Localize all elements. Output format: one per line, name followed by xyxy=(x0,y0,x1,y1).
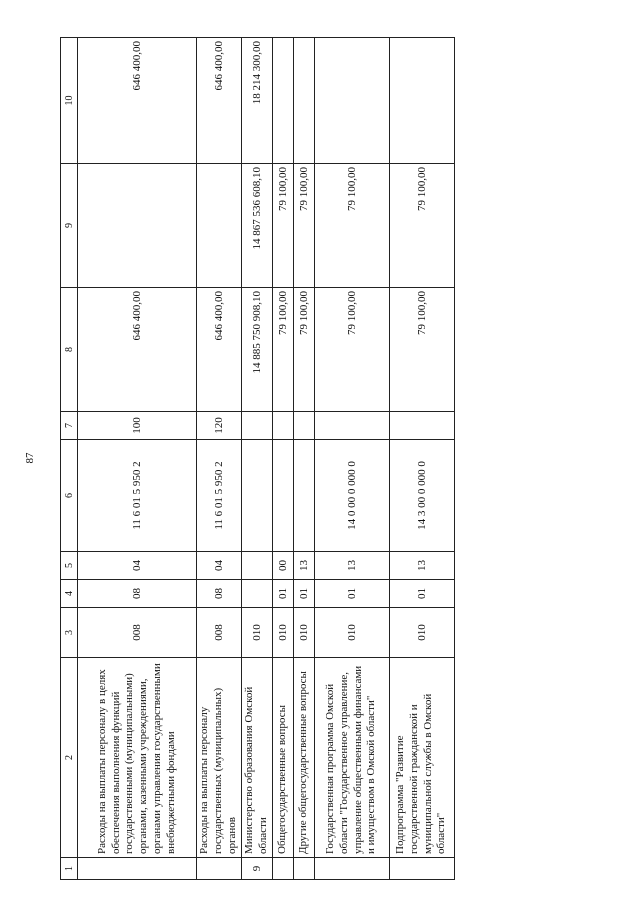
col-header: 7 xyxy=(61,412,78,440)
cell-own-funds xyxy=(78,164,197,288)
cell-subsection: 04 xyxy=(78,552,197,580)
col-header: 4 xyxy=(61,580,78,608)
cell-ministry-code: 008 xyxy=(78,608,197,658)
cell-own-funds xyxy=(197,164,242,288)
row-name: Другие общегосударственные вопросы xyxy=(293,658,314,858)
cell-target-article: 14 3 00 0 000 0 xyxy=(389,440,454,552)
col-header: 9 xyxy=(61,164,78,288)
cell-section: 01 xyxy=(293,580,314,608)
table-row xyxy=(272,38,293,880)
row-name: Расходы на выплаты персоналу в целях обеспечения выполнения функций государственными (муниципальными) органами, казенными учреждениями, органами управления государственными внебюджетными фондами xyxy=(78,658,197,858)
row-number xyxy=(314,858,389,880)
row-number xyxy=(78,858,197,880)
cell-target-article xyxy=(272,440,293,552)
cell-grants xyxy=(272,38,293,164)
cell-ministry-code: 010 xyxy=(389,608,454,658)
cell-ministry-code: 010 xyxy=(314,608,389,658)
cell-grants xyxy=(389,38,454,164)
row-name: Расходы на выплаты персоналу государственных (муниципальных) органов xyxy=(197,658,242,858)
cell-target-article xyxy=(293,440,314,552)
row-number xyxy=(272,858,293,880)
budget-table xyxy=(60,37,455,880)
cell-section: 08 xyxy=(197,580,242,608)
row-name: Министерство образования Омской области xyxy=(242,658,273,858)
cell-expense-type xyxy=(293,412,314,440)
row-name: Общегосударственные вопросы xyxy=(272,658,293,858)
row-number: 9 xyxy=(242,858,273,880)
cell-expense-type: 100 xyxy=(78,412,197,440)
cell-section xyxy=(242,580,273,608)
row-name: Подпрограмма "Развитие государственной гражданской и муниципальной службы в Омской области" xyxy=(389,658,454,858)
cell-total: 79 100,00 xyxy=(314,288,389,412)
col-header: 5 xyxy=(61,552,78,580)
cell-ministry-code: 010 xyxy=(242,608,273,658)
cell-expense-type xyxy=(272,412,293,440)
table-row xyxy=(293,38,314,880)
row-number xyxy=(389,858,454,880)
cell-total: 14 885 750 908,10 xyxy=(242,288,273,412)
col-header: 3 xyxy=(61,608,78,658)
cell-ministry-code: 008 xyxy=(197,608,242,658)
cell-total: 79 100,00 xyxy=(293,288,314,412)
cell-total: 79 100,00 xyxy=(272,288,293,412)
cell-grants: 646 400,00 xyxy=(197,38,242,164)
col-header: 10 xyxy=(61,38,78,164)
row-name: Государственная программа Омской области "Государственное управление, управление общественными финансами и имуществом в Омской области" xyxy=(314,658,389,858)
page-number: 87 xyxy=(24,452,36,464)
table-row xyxy=(242,38,273,880)
cell-grants xyxy=(314,38,389,164)
table-row xyxy=(314,38,389,880)
table-row xyxy=(78,38,197,880)
cell-expense-type xyxy=(389,412,454,440)
cell-section: 01 xyxy=(314,580,389,608)
cell-ministry-code: 010 xyxy=(293,608,314,658)
cell-subsection: 00 xyxy=(272,552,293,580)
cell-target-article: 14 0 00 0 000 0 xyxy=(314,440,389,552)
cell-total: 646 400,00 xyxy=(78,288,197,412)
cell-ministry-code: 010 xyxy=(272,608,293,658)
col-header: 2 xyxy=(61,658,78,858)
cell-subsection xyxy=(242,552,273,580)
cell-own-funds: 79 100,00 xyxy=(293,164,314,288)
cell-target-article: 11 6 01 5 950 2 xyxy=(78,440,197,552)
table-row xyxy=(389,38,454,880)
cell-own-funds: 79 100,00 xyxy=(272,164,293,288)
cell-subsection: 13 xyxy=(314,552,389,580)
cell-expense-type xyxy=(314,412,389,440)
cell-total: 646 400,00 xyxy=(197,288,242,412)
budget-table-rotated xyxy=(60,38,480,880)
row-number xyxy=(197,858,242,880)
table-row xyxy=(197,38,242,880)
cell-own-funds: 79 100,00 xyxy=(389,164,454,288)
cell-target-article xyxy=(242,440,273,552)
header-row xyxy=(61,38,78,880)
cell-own-funds: 79 100,00 xyxy=(314,164,389,288)
cell-total: 79 100,00 xyxy=(389,288,454,412)
cell-subsection: 04 xyxy=(197,552,242,580)
cell-grants: 646 400,00 xyxy=(78,38,197,164)
cell-grants xyxy=(293,38,314,164)
col-header: 6 xyxy=(61,440,78,552)
col-header: 1 xyxy=(61,858,78,880)
cell-subsection: 13 xyxy=(293,552,314,580)
cell-grants: 18 214 300,00 xyxy=(242,38,273,164)
cell-section: 01 xyxy=(272,580,293,608)
cell-subsection: 13 xyxy=(389,552,454,580)
row-number xyxy=(293,858,314,880)
cell-target-article: 11 6 01 5 950 2 xyxy=(197,440,242,552)
col-header: 8 xyxy=(61,288,78,412)
cell-section: 08 xyxy=(78,580,197,608)
cell-expense-type xyxy=(242,412,273,440)
cell-expense-type: 120 xyxy=(197,412,242,440)
cell-own-funds: 14 867 536 608,10 xyxy=(242,164,273,288)
cell-section: 01 xyxy=(389,580,454,608)
